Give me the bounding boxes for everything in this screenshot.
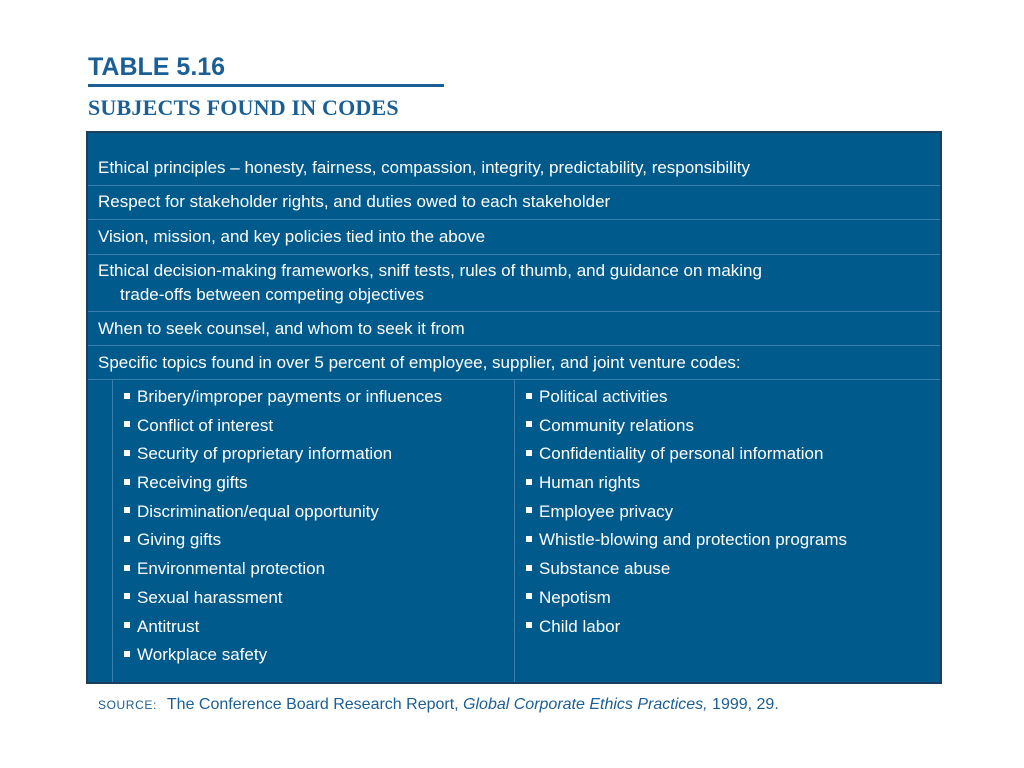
topics-right-list (526, 383, 847, 641)
square-bullet-icon (526, 450, 532, 456)
list-item: Substance abuse (526, 555, 847, 584)
list-item: Bribery/improper payments or influences (124, 383, 442, 412)
list-item: Security of proprietary information (124, 440, 442, 469)
table-row: When to seek counsel, and whom to seek it from (98, 319, 465, 338)
square-bullet-icon (526, 622, 532, 628)
list-item: Community relations (526, 412, 847, 441)
row-divider (88, 185, 940, 186)
table-panel (86, 131, 942, 684)
table-row: Ethical principles – honesty, fairness, compassion, integrity, predictability, responsibility (98, 158, 750, 177)
list-item: Political activities (526, 383, 847, 412)
list-item: Human rights (526, 469, 847, 498)
square-bullet-icon (124, 622, 130, 628)
list-item: Conflict of interest (124, 412, 442, 441)
list-item: Sexual harassment (124, 584, 442, 613)
topics-area (88, 379, 940, 682)
square-bullet-icon (526, 479, 532, 485)
square-bullet-icon (526, 393, 532, 399)
row-text-continuation: trade-offs between competing objectives (120, 285, 424, 304)
topics-column-divider (514, 379, 515, 682)
row-text: Ethical decision-making frameworks, sniff tests, rules of thumb, and guidance on making (98, 261, 762, 280)
list-item: Employee privacy (526, 498, 847, 527)
square-bullet-icon (124, 536, 130, 542)
list-item: Discrimination/equal opportunity (124, 498, 442, 527)
table-row: Vision, mission, and key policies tied into the above (98, 227, 486, 246)
table-row: Respect for stakeholder rights, and duties owed to each stakeholder (98, 192, 611, 211)
row-divider (88, 345, 940, 346)
square-bullet-icon (124, 651, 130, 657)
row-divider (88, 219, 940, 220)
title-underline (88, 84, 444, 87)
square-bullet-icon (526, 421, 532, 427)
row-divider (88, 311, 940, 312)
source-year-page: 1999, 29. (707, 696, 779, 713)
table-number: TABLE 5.16 (88, 53, 226, 81)
table-row: Specific topics found in over 5 percent of employee, supplier, and joint venture codes: (98, 353, 741, 372)
table-row (88, 259, 940, 307)
list-item: Child labor (526, 613, 847, 642)
square-bullet-icon (526, 593, 532, 599)
square-bullet-icon (526, 565, 532, 571)
list-item: Workplace safety (124, 641, 442, 670)
list-item: Whistle-blowing and protection programs (526, 526, 847, 555)
topics-left-list (124, 383, 442, 670)
square-bullet-icon (124, 565, 130, 571)
list-item: Antitrust (124, 613, 442, 642)
square-bullet-icon (124, 450, 130, 456)
source-text: The Conference Board Research Report, (166, 696, 464, 713)
list-item: Environmental protection (124, 555, 442, 584)
square-bullet-icon (124, 421, 130, 427)
indent-column-divider (112, 379, 113, 682)
square-bullet-icon (526, 536, 532, 542)
list-item: Giving gifts (124, 526, 442, 555)
source-citation (98, 694, 779, 716)
list-item: Nepotism (526, 584, 847, 613)
list-item: Confidentiality of personal information (526, 440, 847, 469)
source-publication-title: Global Corporate Ethics Practices, (463, 696, 708, 713)
square-bullet-icon (124, 507, 130, 513)
square-bullet-icon (124, 393, 130, 399)
row-divider (88, 254, 940, 255)
square-bullet-icon (526, 507, 532, 513)
square-bullet-icon (124, 593, 130, 599)
table-title: SUBJECTS FOUND IN CODES (88, 95, 399, 120)
list-item: Receiving gifts (124, 469, 442, 498)
source-label: SOURCE: (98, 698, 157, 712)
square-bullet-icon (124, 479, 130, 485)
